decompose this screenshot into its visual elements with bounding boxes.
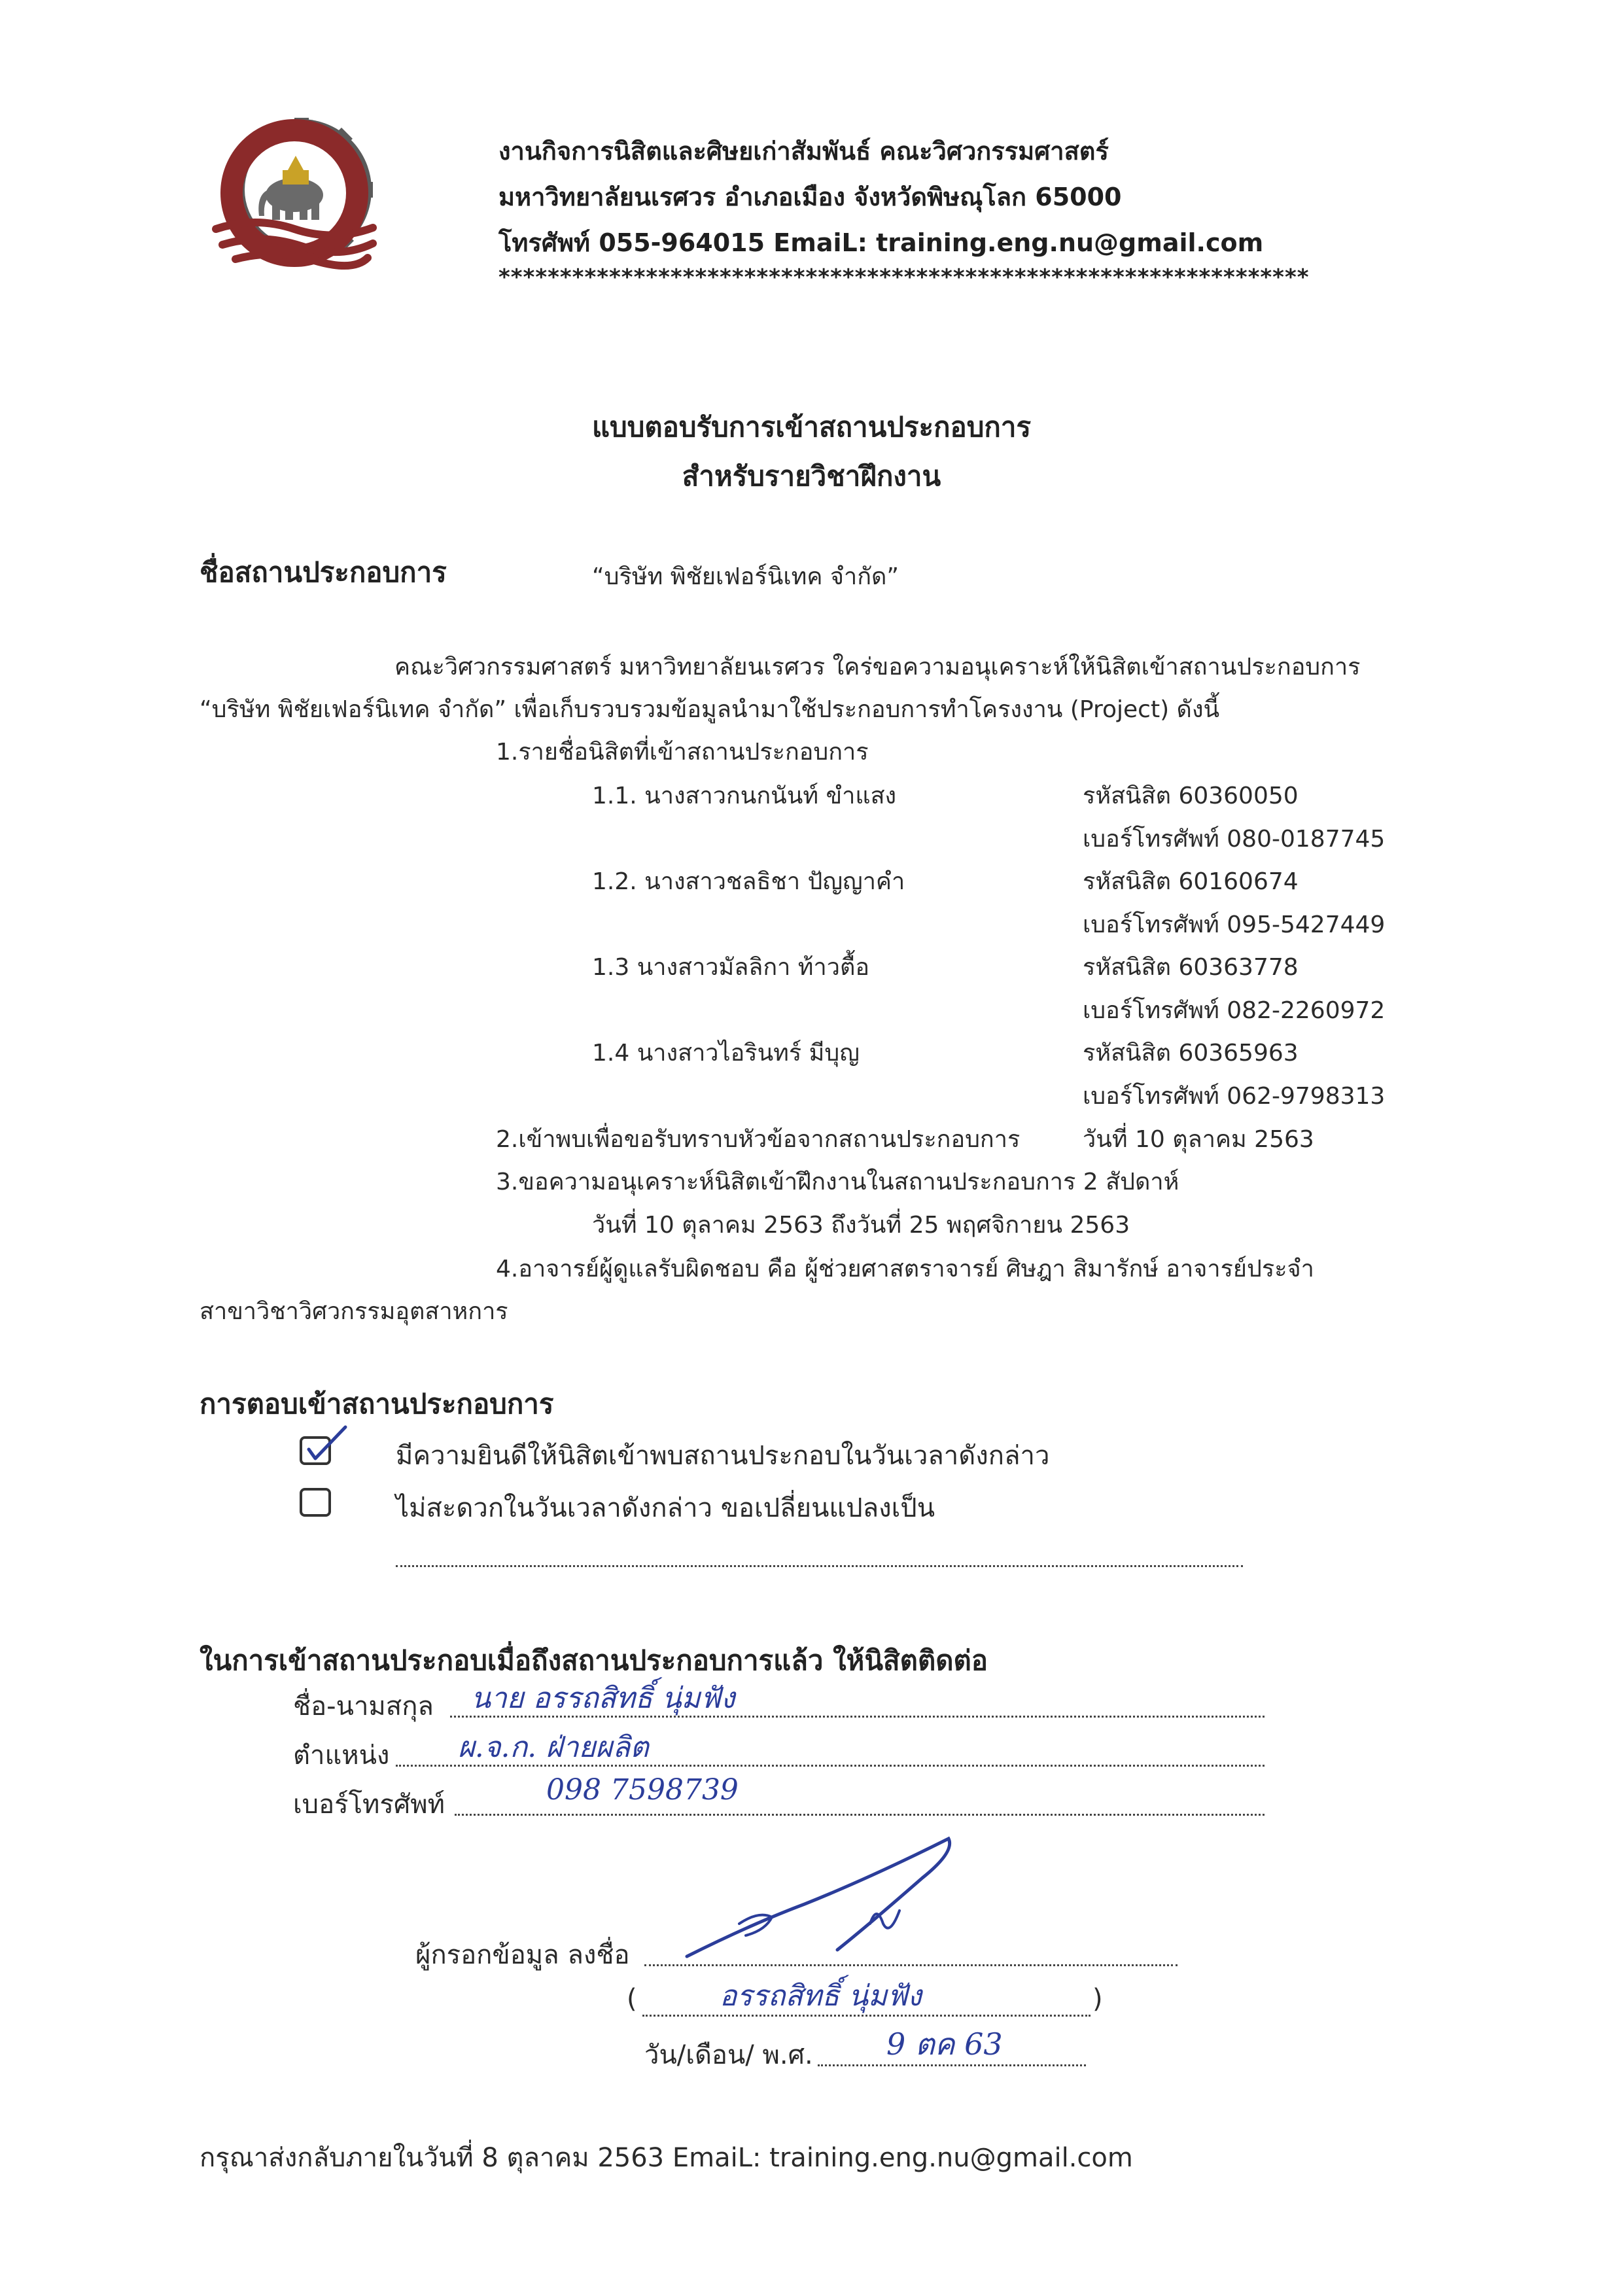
form-subtitle: สำหรับรายวิชาฝึกงาน [682,460,941,492]
section-4-line-2: สาขาวิชาวิศวกรรมอุตสาหการ [200,1298,508,1325]
student-2-name: 1.2. นางสาวชลธิชา ปัญญาคำ [592,868,905,895]
establishment-label: ชื่อสถานประกอบการ [200,556,447,588]
signature [674,1826,975,1976]
decline-checkbox[interactable] [300,1488,331,1517]
accept-option-label: มีความยินดีให้นิสิตเข้าพบสถานประกอบในวันเวลาดังกล่าว [396,1441,1050,1471]
section-2-text: 2.เข้าพบเพื่อขอรับทราบหัวข้อจากสถานประกอบการ [496,1126,1021,1153]
student-2-phone: เบอร์โทรศัพท์ 095-5427449 [1083,911,1386,938]
signer-printed-name: อรรถสิทธิ์ นุ่มฟัง [720,1979,922,2013]
header-divider: ****************************************************************** [498,264,1310,291]
section-4-line-1: 4.อาจารย์ผู้ดูแลรับผิดชอบ คือ ผู้ช่วยศาสตราจารย์ ศิษฎา สิมารักษ์ อาจารย์ประจำ [496,1256,1314,1282]
signature-line[interactable] [644,1964,1178,1966]
intro-line-2: “บริษัท พิชัยเฟอร์นิเทค จำกัด” เพื่อเก็บรวบรวมข้อมูลนำมาใช้ประกอบการทำโครงงาน (Project) ดังนี้ [200,696,1220,723]
footer-note: กรุณาส่งกลับภายในวันที่ 8 ตุลาคม 2563 EmaiL: training.eng.nu@gmail.com [200,2143,1133,2173]
signature-graphic [674,1826,975,1976]
signer-label: ผู้กรอกข้อมูล ลงชื่อ [415,1940,630,1970]
student-4-id: รหัสนิสิต 60365963 [1083,1040,1299,1067]
section-2-date: วันที่ 10 ตุลาคม 2563 [1083,1126,1314,1153]
header-line-1: งานกิจการนิสิตและศิษยเก่าสัมพันธ์ คณะวิศวกรรมศาสตร์ [498,137,1109,166]
header-line-3: โทรศัพท์ 055-964015 EmaiL: training.eng.nu@gmail.com [498,228,1264,257]
contact-phone-value: 098 7598739 [546,1773,739,1807]
header-line-2: มหาวิทยาลัยนเรศวร อำเภอเมือง จังหวัดพิษณุโลก 65000 [498,183,1122,211]
contact-position-label: ตำแหน่ง [293,1740,390,1771]
signer-close-paren: ) [1092,1984,1103,2014]
contact-phone-label: เบอร์โทรศัพท์ [293,1790,445,1820]
date-value: 9 ตค 63 [886,2026,1003,2062]
student-1-id: รหัสนิสิต 60360050 [1083,783,1299,809]
intro-line-1: คณะวิศวกรรมศาสตร์ มหาวิทยาลัยนเรศวร ใคร่ขอความอนุเคราะห์ให้นิสิตเข้าสถานประกอบการ [394,654,1361,680]
student-4-phone: เบอร์โทรศัพท์ 062-9798313 [1083,1083,1386,1110]
check-mark-icon [305,1423,351,1469]
contact-phone-line[interactable] [455,1814,1265,1816]
student-3-phone: เบอร์โทรศัพท์ 082-2260972 [1083,997,1386,1024]
faculty-logo-graphic [196,118,393,275]
establishment-value: “บริษัท พิชัยเฟอร์นิเทค จำกัด” [592,563,899,590]
signer-open-paren: ( [627,1984,637,2014]
section-1-heading: 1.รายชื่อนิสิตที่เข้าสถานประกอบการ [496,739,869,766]
student-1-name: 1.1. นางสาวกนกนันท์ ขำแสง [592,783,897,809]
contact-heading: ในการเข้าสถานประกอบเมื่อถึงสถานประกอบการแล้ว ให้นิสิตติดต่อ [200,1644,988,1676]
contact-name-label: ชื่อ-นามสกุล [293,1691,434,1722]
section-3-text: 3.ขอความอนุเคราะห์นิสิตเข้าฝึกงานในสถานประกอบการ 2 สัปดาห์ [496,1169,1179,1195]
decline-option-label: ไม่สะดวกในวันเวลาดังกล่าว ขอเปลี่ยนแปลงเป็น [396,1493,935,1523]
response-heading: การตอบเข้าสถานประกอบการ [200,1388,554,1420]
accept-checkbox[interactable] [300,1436,331,1465]
decline-alternative-line[interactable] [396,1565,1243,1567]
section-3-dates: วันที่ 10 ตุลาคม 2563 ถึงวันที่ 25 พฤศจิกายน 2563 [592,1212,1130,1239]
student-1-phone: เบอร์โทรศัพท์ 080-0187745 [1083,826,1386,853]
faculty-logo [196,118,393,275]
form-title: แบบตอบรับการเข้าสถานประกอบการ [591,411,1031,443]
student-4-name: 1.4 นางสาวไอรินทร์ มีบุญ [592,1040,860,1067]
contact-name-value: นาย อรรถสิทธิ์ นุ่มฟัง [471,1682,735,1715]
contact-position-value: ผ.จ.ก. ฝ่ายผลิต [458,1731,649,1764]
student-3-id: รหัสนิสิต 60363778 [1083,954,1299,981]
student-3-name: 1.3 นางสาวมัลลิกา ท้าวตื้อ [592,954,869,981]
student-2-id: รหัสนิสิต 60160674 [1083,868,1299,895]
date-label: วัน/เดือน/ พ.ศ. [644,2040,813,2070]
